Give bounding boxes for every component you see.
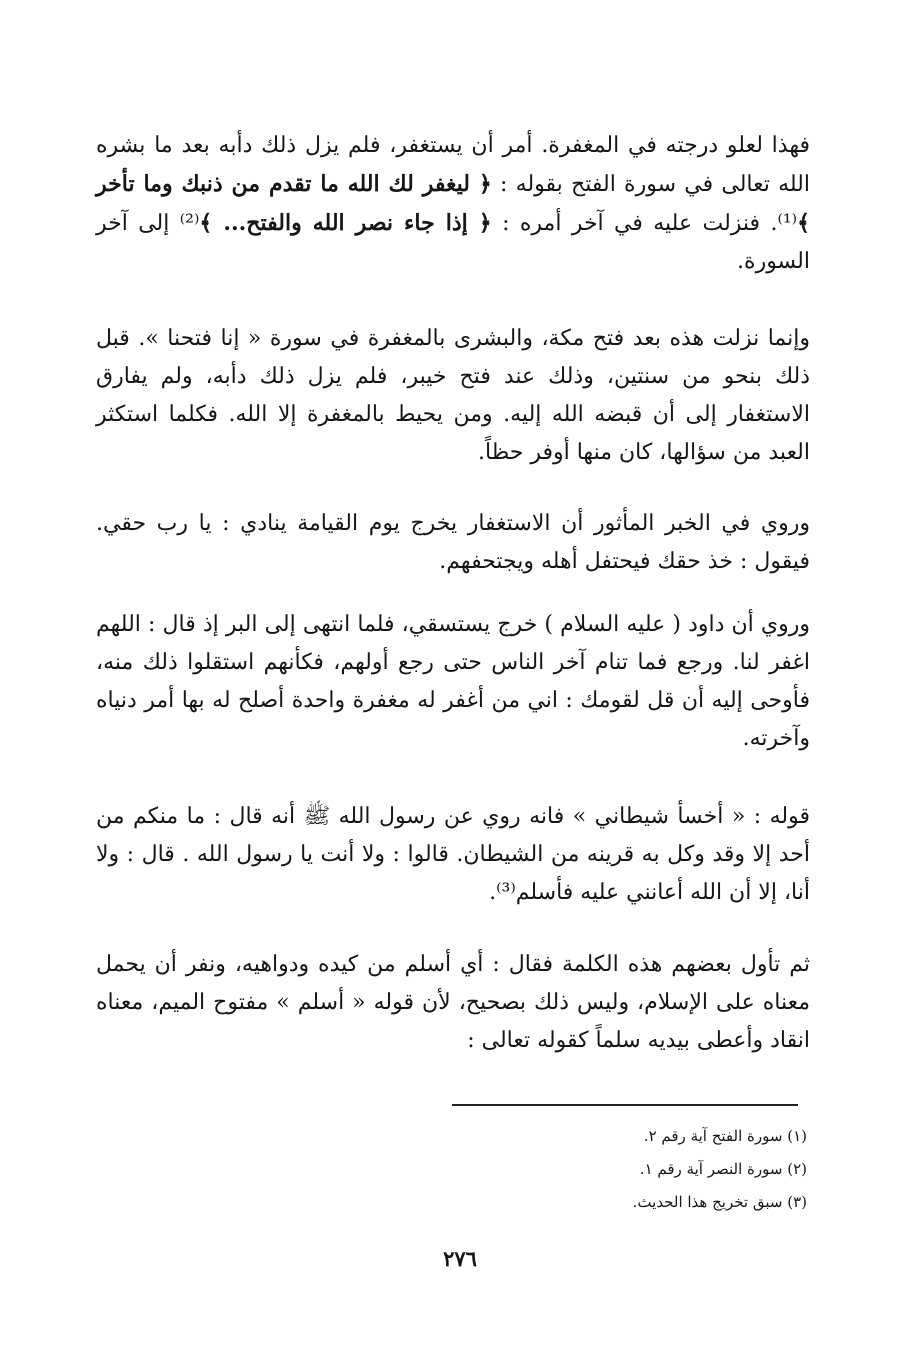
paragraph xyxy=(96,505,810,581)
main-text-paragraph-2 xyxy=(96,320,810,472)
page-number: ٢٧٦ xyxy=(443,1246,477,1271)
text-run: ⁽²⁾ إلى آخر السورة. xyxy=(96,211,810,274)
text-run: وروي أن داود ( عليه السلام ) خرج يستسقي، فلما انتهى إلى البر إذ قال : اللهم اغفر لنا. ورجع فما تنام آخر الناس حتى رجع أولهم، فكأنهم استقلوا ذلك منه، فأوحى إليه أن قل لقومك : اني من أغفر له مغفرة واحدة أصلح له بها أمر دنياه وآخرته. xyxy=(96,612,810,751)
paragraph xyxy=(96,606,810,758)
footnotes xyxy=(452,1120,807,1219)
main-text-paragraph-4 xyxy=(96,606,810,758)
footnote-3: (٣) سبق تخريج هذا الحديث. xyxy=(632,1193,807,1211)
text-run: قوله : « أخسأ شيطاني » فانه روي عن رسول الله ﷺ أنه قال : ما منكم من أحد إلا وقد وكل به قرينه من الشيطان. قالوا : ولا أنت يا رسول الله . قال : ولا أنا، إلا أن الله أعانني عليه فأسلم⁽³⁾. xyxy=(96,804,810,905)
text-run: وإنما نزلت هذه بعد فتح مكة، والبشرى بالمغفرة في سورة « إنا فتحنا ». قبل ذلك بنحو من سنتين، وذلك عند فتح خيبر، فلم يزل ذلك دأبه، ولم يفارق الاستغفار إلى أن قبضه الله إليه. ومن يحيط بالمغفرة إلا الله. فكلما استكثر العبد من سؤالها، كان منها أوفر حظاً. xyxy=(96,326,810,465)
main-text-paragraph-1 xyxy=(96,127,810,281)
paragraph xyxy=(96,320,810,472)
quran-quote: ﴿ ليغفر لك الله ما تقدم من ذنبك وما تأخر ﴾ xyxy=(96,171,810,236)
main-text-paragraph-5 xyxy=(96,798,810,912)
footnote-separator-line xyxy=(452,1104,798,1106)
quran-quote: ﴿ إذا جاء نصر الله والفتح... ﴾ xyxy=(199,210,492,236)
text-run: ⁽¹⁾. فنزلت عليه في آخر أمره : xyxy=(491,211,798,236)
paragraph xyxy=(96,798,810,912)
text-run: وروي في الخبر المأثور أن الاستغفار يخرج يوم القيامة ينادي : يا رب حقي. فيقول : خذ حقك فيحتفل أهله ويجتحفهم. xyxy=(96,511,810,574)
text-run: فهذا لعلو درجته في المغفرة. أمر أن يستغفر، فلم يزل ذلك دأبه بعد ما بشره الله تعالى في سورة الفتح بقوله : xyxy=(96,133,810,197)
text-run: ثم تأول بعضهم هذه الكلمة فقال : أي أسلم من كيده ودواهيه، ونفر أن يحمل معناه على الإسلام، وليس ذلك بصحيح، لأن قوله « أسلم » مفتوح الميم، معناه انقاد وأعطى بيديه سلماً كقوله تعالى : xyxy=(96,952,810,1053)
main-text-paragraph-3 xyxy=(96,505,810,581)
footnote-1: (١) سورة الفتح آية رقم ٢. xyxy=(643,1127,807,1145)
paragraph xyxy=(96,127,810,281)
footnote-2: (٢) سورة النصر آية رقم ١. xyxy=(639,1160,807,1178)
paragraph xyxy=(96,946,810,1060)
main-text-paragraph-6 xyxy=(96,946,810,1060)
